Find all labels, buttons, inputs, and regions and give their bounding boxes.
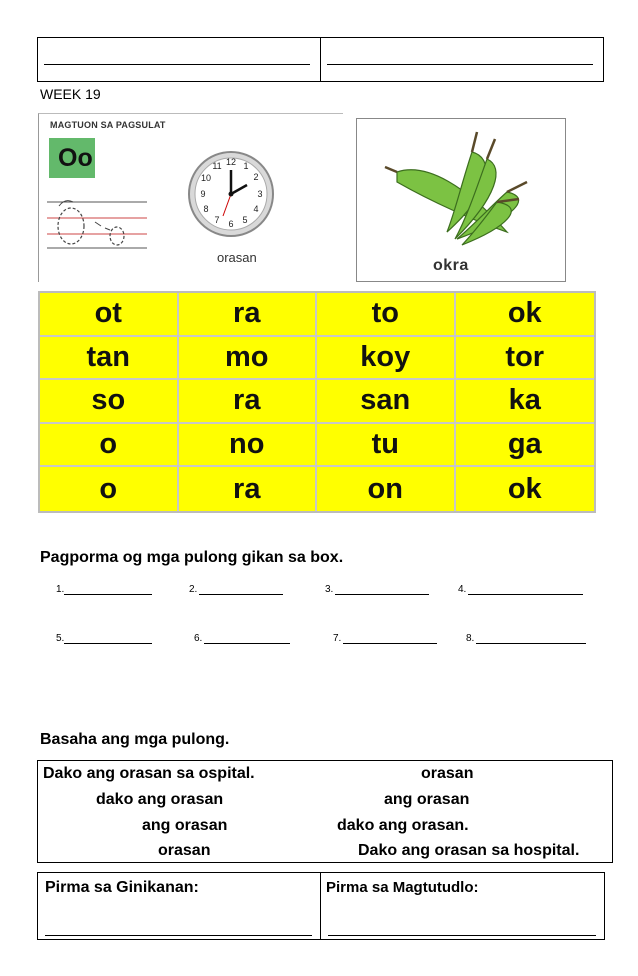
- syllable-cell: ka: [456, 380, 595, 424]
- svg-text:1: 1: [243, 161, 249, 171]
- reading-left-line-4: orasan: [158, 842, 211, 859]
- answer-blank[interactable]: [466, 632, 596, 644]
- header-table: [37, 37, 604, 82]
- blank-number: 4.: [458, 584, 467, 595]
- answer-blank[interactable]: [194, 632, 333, 644]
- syllable-cell: tu: [317, 424, 456, 468]
- clock-icon: [187, 150, 275, 238]
- blank-line: [44, 64, 310, 65]
- syllable-cell: on: [317, 467, 456, 511]
- syllable-cell: ra: [179, 293, 318, 337]
- svg-text:6: 6: [228, 219, 234, 229]
- syllable-cell: ga: [456, 424, 595, 468]
- okra-caption: okra: [433, 257, 469, 274]
- reading-left-line-1: Dako ang orasan sa ospital.: [43, 765, 255, 782]
- reading-right-line-4: Dako ang orasan sa hospital.: [358, 842, 580, 859]
- svg-text:12: 12: [225, 157, 237, 167]
- writing-guide-icon: [47, 192, 177, 254]
- svg-text:5: 5: [242, 215, 248, 225]
- syllable-cell: koy: [317, 337, 456, 381]
- blank-number: 3.: [325, 584, 334, 595]
- signature-table: [37, 872, 605, 940]
- name-field-left[interactable]: [38, 38, 320, 81]
- answer-row-1: [56, 583, 596, 595]
- syllable-cell: san: [317, 380, 456, 424]
- syllable-cell: so: [40, 380, 179, 424]
- answer-blank[interactable]: [189, 583, 325, 595]
- reading-right-line-3: dako ang orasan.: [337, 817, 469, 834]
- syllable-cell: tan: [40, 337, 179, 381]
- blank-number: 2.: [189, 584, 198, 595]
- orasan-caption: orasan: [217, 250, 257, 265]
- svg-text:8: 8: [203, 204, 209, 214]
- lesson-panel: [38, 113, 343, 282]
- answer-blank[interactable]: [325, 583, 458, 595]
- syllable-cell: to: [317, 293, 456, 337]
- answer-row-2: [56, 632, 596, 644]
- syllable-cell: ok: [456, 293, 595, 337]
- reading-box: [37, 760, 613, 863]
- teacher-signature-cell[interactable]: [321, 873, 604, 939]
- svg-text:3: 3: [257, 189, 263, 199]
- signature-line: [328, 935, 596, 936]
- parent-signature-cell[interactable]: [38, 873, 321, 939]
- syllable-grid: [38, 291, 596, 513]
- svg-text:11: 11: [212, 161, 222, 171]
- okra-icon: [377, 127, 552, 252]
- answer-blank[interactable]: [333, 632, 466, 644]
- syllable-cell: no: [179, 424, 318, 468]
- lesson-title: MAGTUON SA PAGSULAT: [50, 120, 166, 130]
- svg-text:7: 7: [214, 215, 220, 225]
- blank-number: 1.: [56, 584, 65, 595]
- svg-text:10: 10: [200, 173, 212, 183]
- blank-number: 7.: [333, 633, 342, 644]
- syllable-cell: mo: [179, 337, 318, 381]
- svg-text:4: 4: [253, 204, 259, 214]
- answer-blank[interactable]: [56, 583, 189, 595]
- syllable-cell: ok: [507, 472, 542, 505]
- name-field-right[interactable]: [320, 38, 603, 81]
- blank-number: 5.: [56, 633, 65, 644]
- svg-text:2: 2: [253, 172, 259, 182]
- syllable-cell: o: [40, 424, 179, 468]
- syllable-cell: tor: [456, 337, 595, 381]
- letter-label: Oo: [58, 144, 93, 172]
- syllable-cell: o: [40, 467, 179, 511]
- syllable-cell: ra: [179, 467, 318, 511]
- parent-signature-label: Pirma sa Ginikanan:: [45, 879, 199, 896]
- blank-number: 8.: [466, 633, 475, 644]
- blank-line: [327, 64, 593, 65]
- syllable-cell: ot: [40, 293, 179, 337]
- reading-right-line-2: ang orasan: [384, 791, 470, 808]
- okra-panel: [356, 118, 566, 282]
- teacher-signature-label: Pirma sa Magtutudlo:: [326, 879, 479, 896]
- signature-line: [45, 935, 312, 936]
- reading-left-line-3: ang orasan: [142, 817, 228, 834]
- section2-heading: Basaha ang mga pulong.: [40, 731, 230, 748]
- blank-number: 6.: [194, 633, 203, 644]
- svg-text:9: 9: [200, 189, 206, 199]
- reading-left-line-2: dako ang orasan: [96, 791, 224, 808]
- syllable-cell: ra: [179, 380, 318, 424]
- answer-blank[interactable]: [458, 583, 596, 595]
- section1-heading: Pagporma og mga pulong gikan sa box.: [40, 549, 344, 566]
- week-label: WEEK 19: [40, 86, 101, 102]
- answer-blank[interactable]: [56, 632, 194, 644]
- reading-right-line-1: orasan: [421, 765, 474, 782]
